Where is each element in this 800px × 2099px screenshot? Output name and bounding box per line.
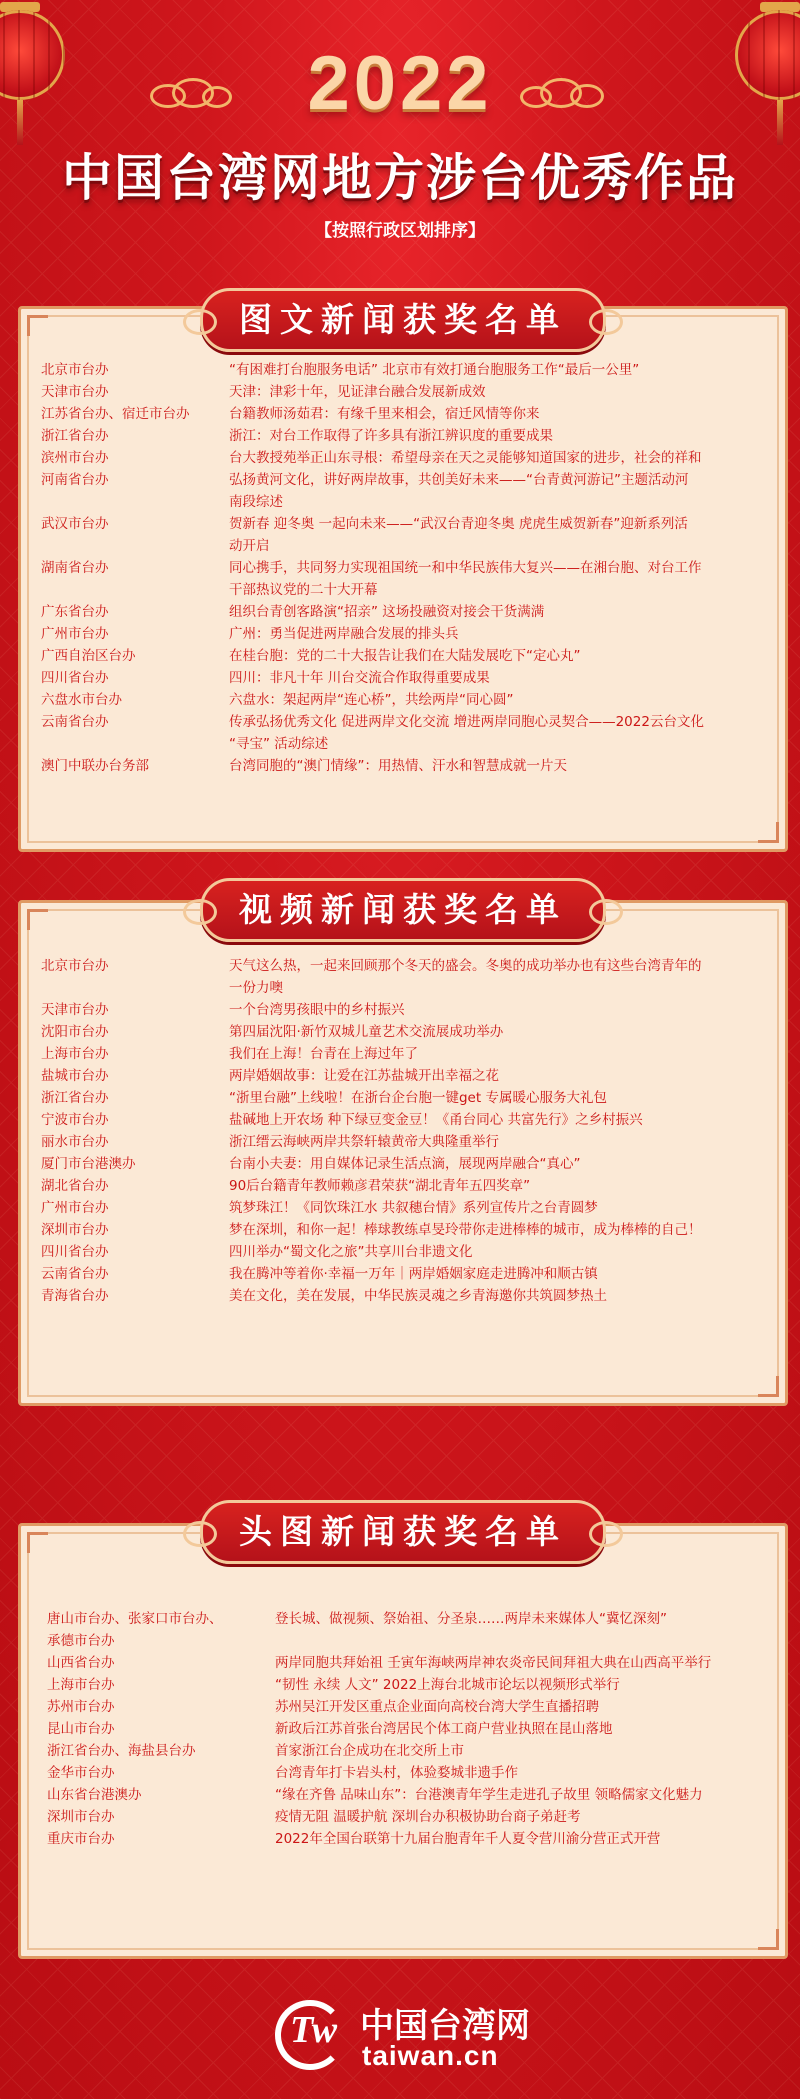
award-headline: 疫情无阻 温暖护航 深圳台办积极协助台商子弟赶考	[275, 1809, 581, 1825]
list-item	[47, 1674, 767, 1696]
logo-chinese-name: 中国台湾网	[360, 2006, 530, 2046]
list-item	[41, 579, 761, 601]
list-item	[47, 1806, 767, 1828]
award-list	[41, 359, 761, 777]
list-item	[47, 1696, 767, 1718]
award-headline: “有困难打台胞服务电话” 北京市有效打通台胞服务工作“最后一公里”	[229, 362, 640, 378]
list-item	[41, 1175, 761, 1197]
award-headline: 台湾青年打卡岩头村，体验婺城非遗手作	[275, 1765, 518, 1781]
list-item	[41, 755, 761, 777]
award-region: 金华市台办	[47, 1765, 115, 1781]
list-item	[41, 1065, 761, 1087]
award-headline: 90后台籍青年教师赖彦君荣获“湖北青年五四奖章”	[229, 1178, 531, 1194]
award-region	[41, 977, 229, 999]
award-headline: 天津：津彩十年，见证津台融合发展新成效	[229, 384, 486, 400]
list-item	[41, 1241, 761, 1263]
award-region: 武汉市台办	[41, 516, 109, 532]
award-region: 盐城市台办	[41, 1068, 109, 1084]
list-item	[41, 1021, 761, 1043]
award-region: 昆山市台办	[47, 1721, 115, 1737]
page-title: 中国台湾网地方涉台优秀作品	[62, 150, 738, 206]
award-headline: 干部热议党的二十大开幕	[229, 582, 378, 598]
award-region: 承德市台办	[47, 1633, 115, 1649]
award-headline: 首家浙江台企成功在北交所上市	[275, 1743, 464, 1759]
list-item	[41, 1153, 761, 1175]
award-headline: 广州：勇当促进两岸融合发展的排头兵	[229, 626, 459, 642]
award-region: 天津市台办	[41, 384, 109, 400]
list-item	[41, 1263, 761, 1285]
section-panel-video-news	[18, 900, 788, 1406]
award-headline: 四川举办“蜀文化之旅”共享川台非遗文化	[229, 1244, 473, 1260]
list-item	[41, 491, 761, 513]
award-headline: 台籍教师汤茹君：有缘千里来相会，宿迁风情等你来	[229, 406, 540, 422]
award-headline	[275, 1630, 767, 1652]
award-region: 浙江省台办、海盐县台办	[47, 1743, 196, 1759]
award-region: 广州市台办	[41, 1200, 109, 1216]
award-region: 沈阳市台办	[41, 1024, 109, 1040]
list-item	[41, 977, 761, 999]
award-region: 北京市台办	[41, 362, 109, 378]
award-region	[41, 579, 229, 601]
award-headline: 动开启	[229, 538, 270, 554]
award-headline: “韧性 永续 人文” 2022上海台北城市论坛以视频形式举行	[275, 1677, 620, 1693]
section-panel-graphic-news	[18, 306, 788, 852]
award-region: 六盘水市台办	[41, 692, 122, 708]
section-panel-headline-news	[18, 1523, 788, 1959]
award-headline: 梦在深圳，和你一起！棒球教练卓旻玲带你走进棒棒的城市，成为棒棒的自己！	[229, 1222, 702, 1238]
year-heading: 2022	[307, 41, 493, 126]
list-item	[41, 1285, 761, 1307]
section-title-banner: 视频新闻获奖名单	[200, 878, 606, 942]
award-region	[41, 535, 229, 557]
award-region: 湖北省台办	[41, 1178, 109, 1194]
list-item	[41, 1197, 761, 1219]
list-item	[41, 955, 761, 977]
list-item	[47, 1740, 767, 1762]
award-headline: 一份力噢	[229, 980, 283, 996]
award-region: 丽水市台办	[41, 1134, 109, 1150]
award-region: 青海省台办	[41, 1288, 109, 1304]
list-item	[41, 601, 761, 623]
award-region: 河南省台办	[41, 472, 109, 488]
award-list	[41, 955, 761, 1307]
list-item	[47, 1608, 767, 1630]
list-item	[41, 1219, 761, 1241]
list-item	[41, 689, 761, 711]
award-region: 云南省台办	[41, 714, 109, 730]
footer-logo	[0, 1990, 800, 2090]
award-headline: 同心携手，共同努力实现祖国统一和中华民族伟大复兴——在湘台胞、对台工作	[229, 560, 702, 576]
award-headline: 六盘水：架起两岸“连心桥”，共绘两岸“同心圆”	[229, 692, 514, 708]
award-region: 厦门市台港澳办	[41, 1156, 136, 1172]
award-headline: “缘在齐鲁 品味山东”：台港澳青年学生走进孔子故里 领略儒家文化魅力	[275, 1787, 703, 1803]
award-region: 湖南省台办	[41, 560, 109, 576]
award-region: 北京市台办	[41, 958, 109, 974]
award-headline: 第四届沈阳·新竹双城儿童艺术交流展成功举办	[229, 1024, 504, 1040]
award-region: 重庆市台办	[47, 1831, 115, 1847]
list-item	[41, 381, 761, 403]
list-item	[41, 1087, 761, 1109]
award-region: 澳门中联办台务部	[41, 758, 149, 774]
award-headline: “浙里台融”上线啦！在浙台企台胞一键get 专属暖心服务大礼包	[229, 1090, 607, 1106]
list-item	[47, 1630, 767, 1652]
list-item	[41, 645, 761, 667]
list-item	[41, 403, 761, 425]
award-region: 浙江省台办	[41, 428, 109, 444]
list-item	[41, 623, 761, 645]
award-region: 四川省台办	[41, 670, 109, 686]
award-headline: 筑梦珠江！《同饮珠江水 共叙穗台情》系列宣传片之台青圆梦	[229, 1200, 598, 1216]
award-region: 山西省台办	[47, 1655, 115, 1671]
award-region: 云南省台办	[41, 1266, 109, 1282]
award-headline: 贺新春 迎冬奥 一起向未来——“武汉台青迎冬奥 虎虎生威贺新春”迎新系列活	[229, 516, 688, 532]
list-item	[41, 733, 761, 755]
award-region: 上海市台办	[41, 1046, 109, 1062]
award-headline: 天气这么热，一起来回顾那个冬天的盛会。冬奥的成功举办也有这些台湾青年的	[229, 958, 702, 974]
list-item	[47, 1828, 767, 1850]
award-region: 深圳市台办	[41, 1222, 109, 1238]
award-headline: 台南小夫妻：用自媒体记录生活点滴，展现两岸融合“真心”	[229, 1156, 581, 1172]
section-title-banner: 头图新闻获奖名单	[200, 1500, 606, 1564]
award-headline: 传承弘扬优秀文化 促进两岸文化交流 增进两岸同胞心灵契合——2022云台文化	[229, 714, 704, 730]
award-headline: 组织台青创客路演“招亲” 这场投融资对接会干货满满	[229, 604, 545, 620]
award-headline: 台湾同胞的“澳门情缘”：用热情、汗水和智慧成就一片天	[229, 758, 567, 774]
list-item	[47, 1652, 767, 1674]
award-headline: 浙江：对台工作取得了许多具有浙江辨识度的重要成果	[229, 428, 553, 444]
list-item	[41, 1131, 761, 1153]
list-item	[41, 469, 761, 491]
award-headline: 南段综述	[229, 494, 283, 510]
award-headline: 2022年全国台联第十九届台胞青年千人夏令营川渝分营正式开营	[275, 1831, 661, 1847]
award-region	[41, 491, 229, 513]
award-headline: 浙江缙云海峡两岸共祭轩辕黄帝大典隆重举行	[229, 1134, 499, 1150]
list-item	[41, 1043, 761, 1065]
logo-mark: Tw	[290, 2009, 338, 2051]
list-item	[47, 1718, 767, 1740]
award-region: 广州市台办	[41, 626, 109, 642]
award-headline: 一个台湾男孩眼中的乡村振兴	[229, 1002, 405, 1018]
award-region: 江苏省台办、宿迁市台办	[41, 406, 190, 422]
award-region: 浙江省台办	[41, 1090, 109, 1106]
award-region: 天津市台办	[41, 1002, 109, 1018]
award-headline: 弘扬黄河文化，讲好两岸故事，共创美好未来——“台青黄河游记”主题活动河	[229, 472, 689, 488]
award-region: 广东省台办	[41, 604, 109, 620]
list-item	[41, 711, 761, 733]
list-item	[41, 513, 761, 535]
award-region: 滨州市台办	[41, 450, 109, 466]
award-headline: 我们在上海！台青在上海过年了	[229, 1046, 418, 1062]
list-item	[41, 535, 761, 557]
page-subtitle: 【按照行政区划排序】	[315, 221, 485, 241]
list-item	[41, 359, 761, 381]
list-item	[41, 1109, 761, 1131]
award-region: 苏州市台办	[47, 1699, 115, 1715]
award-headline: 台大教授苑举正山东寻根：希望母亲在天之灵能够知道国家的进步，社会的祥和	[229, 450, 702, 466]
award-headline: 四川：非凡十年 川台交流合作取得重要成果	[229, 670, 490, 686]
list-item	[47, 1762, 767, 1784]
award-region	[41, 733, 229, 755]
award-headline: 盐碱地上开农场 种下绿豆变金豆！《甬台同心 共富先行》之乡村振兴	[229, 1112, 643, 1128]
section-title-banner: 图文新闻获奖名单	[200, 288, 606, 352]
logo-domain: taiwan.cn	[362, 2040, 499, 2071]
award-region: 唐山市台办、张家口市台办、	[47, 1611, 223, 1627]
award-headline: 两岸婚姻故事：让爱在江苏盐城开出幸福之花	[229, 1068, 499, 1084]
award-region: 深圳市台办	[47, 1809, 115, 1825]
award-headline: 苏州吴江开发区重点企业面向高校台湾大学生直播招聘	[275, 1699, 599, 1715]
award-region: 山东省台港澳办	[47, 1787, 142, 1803]
award-region: 四川省台办	[41, 1244, 109, 1260]
award-headline: 两岸同胞共拜始祖 壬寅年海峡两岸神农炎帝民间拜祖大典在山西高平举行	[275, 1655, 712, 1671]
award-headline: 登长城、做视频、祭始祖、分圣泉……两岸未来媒体人“冀忆深刻”	[275, 1611, 667, 1627]
list-item	[41, 425, 761, 447]
award-headline: 美在文化，美在发展，中华民族灵魂之乡青海邀你共筑圆梦热土	[229, 1288, 607, 1304]
award-region: 宁波市台办	[41, 1112, 109, 1128]
list-item	[41, 999, 761, 1021]
award-headline: 新政后江苏首张台湾居民个体工商户营业执照在昆山落地	[275, 1721, 613, 1737]
award-region: 上海市台办	[47, 1677, 115, 1693]
list-item	[47, 1784, 767, 1806]
award-region: 广西自治区台办	[41, 648, 136, 664]
award-list	[47, 1608, 767, 1850]
list-item	[41, 667, 761, 689]
award-headline: “寻宝” 活动综述	[229, 736, 329, 752]
award-headline: 我在腾冲等着你·幸福一万年｜两岸婚姻家庭走进腾冲和顺古镇	[229, 1266, 598, 1282]
award-headline: 在桂台胞：党的二十大报告让我们在大陆发展吃下“定心丸”	[229, 648, 581, 664]
list-item	[41, 557, 761, 579]
list-item	[41, 447, 761, 469]
